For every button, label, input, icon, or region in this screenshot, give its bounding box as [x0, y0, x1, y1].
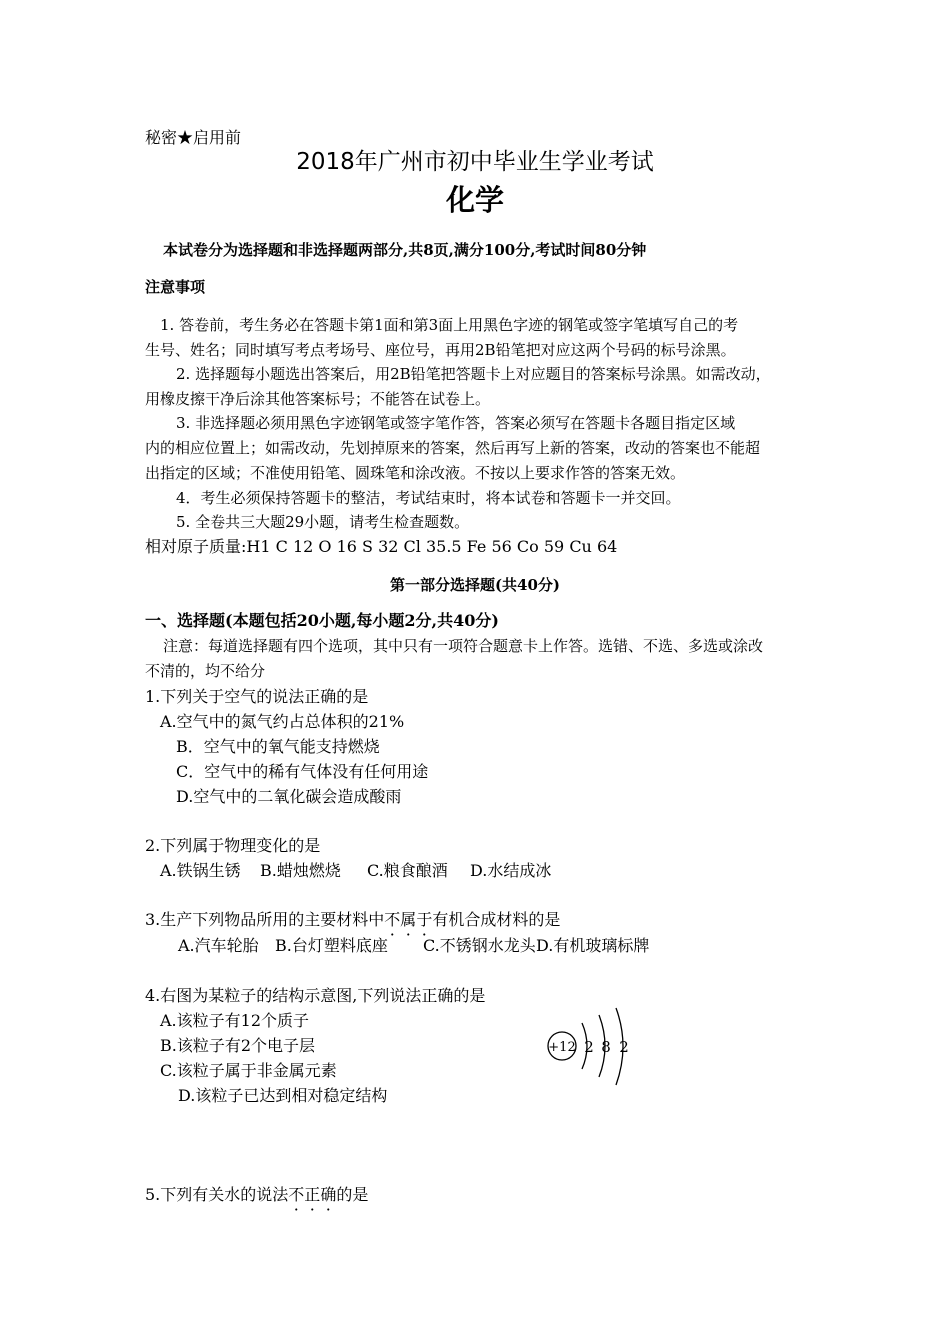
q2-stem: 2.下列属于物理变化的是: [145, 836, 321, 855]
q5-emphasis-3: 确: [320, 1185, 337, 1204]
q3-option-a: A.汽车轮胎: [178, 936, 259, 955]
q3-options: [178, 935, 649, 957]
q1-option-b: B．空气中的氧气能支持燃烧: [176, 737, 380, 756]
section1-note-line-2: 不清的，均不给分: [145, 662, 266, 680]
q4-option-a: A.该粒子有12个质子: [160, 1011, 310, 1030]
q4-option-d: D.该粒子已达到相对稳定结构: [178, 1086, 388, 1105]
section1-heading: 一、选择题(本题包括20小题,每小题2分,共40分): [145, 611, 499, 630]
q2-option-a: A.铁锅生锈: [160, 861, 241, 880]
note-5: 5. 全卷共三大题29小题，请考生检查题数。: [176, 513, 470, 531]
q1-stem: 1.下列关于空气的说法正确的是: [145, 687, 369, 706]
note-2-line-1: 2. 选择题每小题选出答案后，用2B铅笔把答题卡上对应题目的答案标号涂黑。如需改动，: [176, 365, 771, 383]
q2-options: [160, 860, 551, 882]
atom-structure-diagram: [540, 1005, 640, 1095]
shell-3-electrons: 2: [619, 1038, 629, 1056]
q5-stem: [145, 1184, 368, 1206]
q2-option-d: D.水结成冰: [470, 861, 552, 880]
q4-option-c: C.该粒子属于非金属元素: [160, 1061, 337, 1080]
exam-title: 2018年广州市初中毕业生学业考试: [296, 149, 654, 175]
q2-option-b: B.蜡烛燃烧: [260, 861, 341, 880]
q3-emphasis-2: 属: [400, 910, 417, 929]
atomic-mass-line: 相对原子质量:H1 C 12 O 16 S 32 Cl 35.5 Fe 56 Co 59 Cu 64: [145, 537, 618, 556]
q5-stem-post: 的是: [336, 1185, 369, 1204]
q1-option-d: D.空气中的二氧化碳会造成酸雨: [176, 787, 402, 806]
note-3-line-1: 3. 非选择题必须用黑色字迹钢笔或签字笔作答，答案必须写在答题卡各题目指定区域: [176, 414, 736, 432]
note-3-line-2: 内的相应位置上；如需改动，先划掉原来的答案，然后再写上新的答案，改动的答案也不能超: [145, 439, 761, 457]
note-4: 4．考生必须保持答题卡的整洁，考试结束时，将本试卷和答题卡一并交回。: [176, 489, 681, 507]
q2-option-c: C.粮食酿酒: [367, 861, 448, 880]
note-3-line-3: 出指定的区域；不准使用铅笔、圆珠笔和涂改液。不按以上要求作答的答案无效。: [145, 464, 686, 482]
q1-option-a: A.空气中的氮气约占总体积的21%: [160, 712, 405, 731]
q3-option-d: D.有机玻璃标牌: [536, 936, 650, 955]
subject-title: 化学: [445, 183, 504, 217]
note-1-line-2: 生号、姓名；同时填写考点考场号、座位号，再用2B铅笔把对应这两个号码的标号涂黑。: [145, 341, 736, 359]
section1-note-line-1: 注意：每道选择题有四个选项，其中只有一项符合题意卡上作答。选错、不选、多选或涂改: [163, 637, 764, 655]
q4-option-b: B.该粒子有2个电子层: [160, 1036, 316, 1055]
q5-stem-pre: 5.下列有关水的说法: [145, 1185, 289, 1204]
q3-option-c: C.不锈钢水龙头: [423, 936, 536, 955]
note-2-line-2: 用橡皮擦干净后涂其他答案标号；不能答在试卷上。: [145, 390, 491, 408]
shell-2-electrons: 8: [601, 1038, 611, 1056]
q3-option-b: B.台灯塑料底座: [275, 936, 388, 955]
notes-heading: 注意事项: [145, 278, 206, 296]
q5-emphasis-2: 正: [304, 1185, 321, 1204]
part1-heading: 第一部分选择题(共40分): [389, 576, 561, 594]
q3-emphasis-1: 不: [384, 910, 401, 929]
q3-stem-post: 有机合成材料的是: [432, 910, 561, 929]
q3-emphasis-3: 于: [416, 910, 433, 929]
note-1-line-1: 1. 答卷前，考生务必在答题卡第1面和第3面上用黑色字迹的钢笔或签字笔填写自己的考: [160, 316, 739, 334]
q3-stem: [145, 909, 560, 931]
q3-stem-pre: 3.生产下列物品所用的主要材料中: [145, 910, 385, 929]
shell-1-electrons: 2: [584, 1038, 594, 1056]
secret-label: 秘密★启用前: [145, 128, 242, 147]
q5-emphasis-1: 不: [288, 1185, 305, 1204]
nucleus-charge: +12: [548, 1040, 576, 1055]
q4-stem: 4.右图为某粒子的结构示意图,下列说法正确的是: [145, 986, 486, 1005]
q1-option-c: C．空气中的稀有气体没有任何用途: [176, 762, 429, 781]
exam-intro: 本试卷分为选择题和非选择题两部分,共8页,满分100分,考试时间80分钟: [163, 241, 647, 259]
